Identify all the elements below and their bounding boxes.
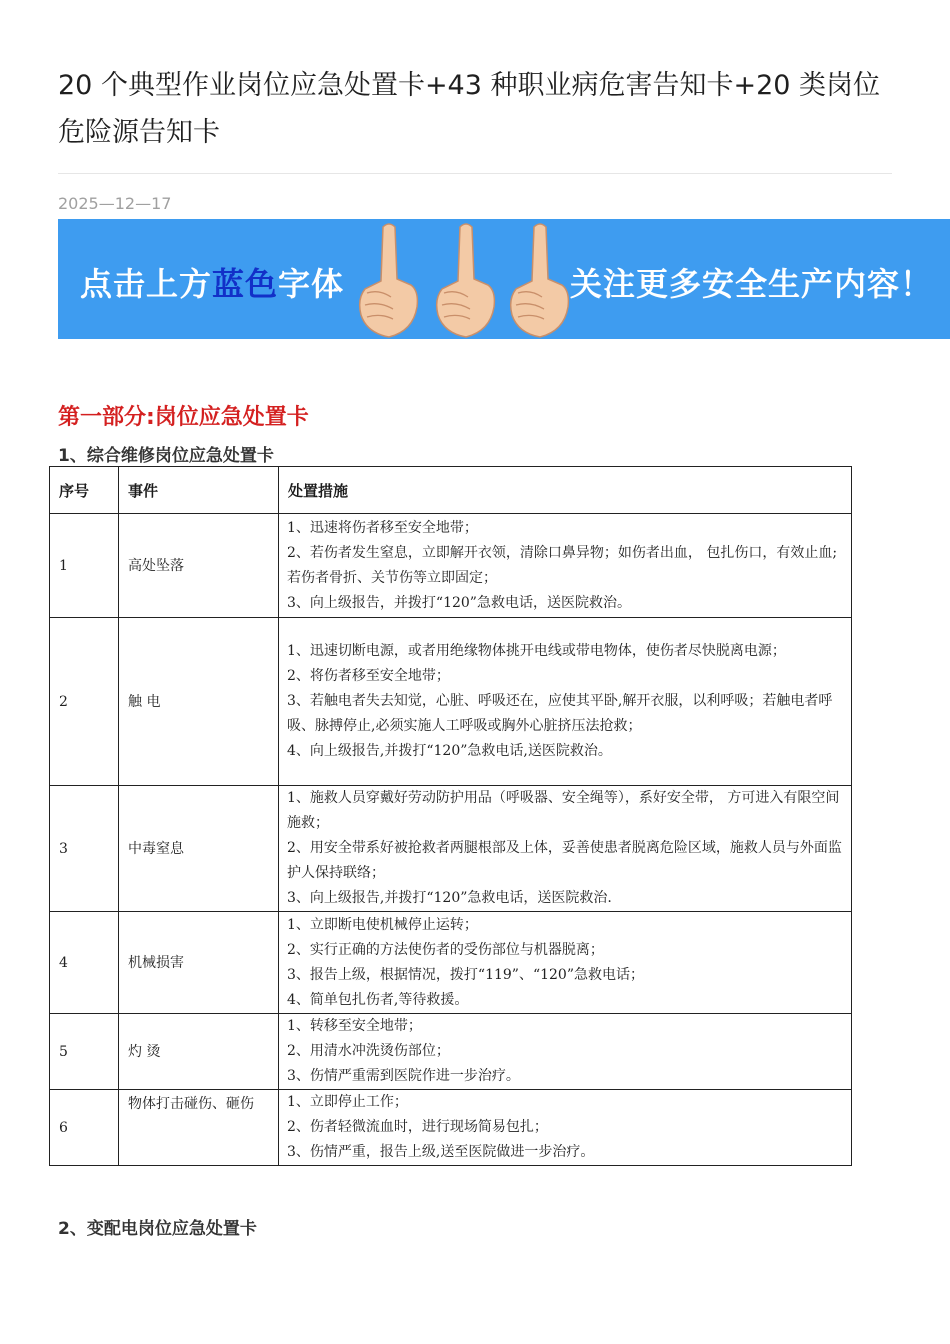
header-no: 序号 bbox=[50, 467, 119, 514]
table-row bbox=[50, 618, 852, 786]
row-event: 灼 烫 bbox=[119, 1014, 279, 1090]
measure-line: 3、报告上级，根据情况，拨打“119”、“120”急救电话； bbox=[287, 966, 644, 983]
measure-line: 1、立即停止工作； bbox=[287, 1094, 408, 1110]
row-no: 2 bbox=[50, 618, 119, 786]
measure-line: 2、实行正确的方法使伤者的受伤部位与机器脱离； bbox=[287, 941, 604, 958]
row-no: 4 bbox=[50, 912, 119, 1014]
banner-left-text: 点击上方蓝色字体 bbox=[80, 265, 345, 303]
measure-line: 4、向上级报告,并拨打“120”急救电话,送医院救治。 bbox=[287, 743, 612, 759]
measure-line: 3、若触电者失去知觉，心脏、呼吸还在，应使其平卧,解开衣服，以利呼吸；若触电者呼吸、脉搏停止,必须实施人工呼吸或胸外心脏挤压法抢救； bbox=[287, 693, 833, 734]
row-event: 触 电 bbox=[119, 618, 279, 786]
row-measures bbox=[279, 912, 852, 1014]
article-title: 20 个典型作业岗位应急处置卡+43 种职业病危害告知卡+20 类岗位危险源告知卡 bbox=[58, 70, 881, 148]
row-measures bbox=[279, 786, 852, 912]
row-event: 物体打击碰伤、砸伤 bbox=[119, 1090, 279, 1166]
measure-line: 3、伤情严重，报告上级,送至医院做进一步治疗。 bbox=[287, 1144, 595, 1160]
row-no: 3 bbox=[50, 786, 119, 912]
publish-date: 2025—12—17 bbox=[58, 194, 172, 213]
measure-line: 1、立即断电使机械停止运转； bbox=[287, 916, 478, 933]
emergency-card-table bbox=[49, 466, 852, 1166]
measure-line: 1、迅速切断电源，或者用绝缘物体挑开电线或带电物体，使伤者尽快脱离电源； bbox=[287, 643, 786, 659]
banner-right-text: 关注更多安全生产内容！ bbox=[570, 265, 934, 303]
row-measures bbox=[279, 1014, 852, 1090]
table-row bbox=[50, 1090, 852, 1166]
measure-line: 2、用安全带系好被抢救者两腿根部及上体，妥善使患者脱离危险区域，施救人员与外面监护人保持联络； bbox=[287, 840, 842, 881]
row-measures bbox=[279, 618, 852, 786]
title-divider bbox=[58, 173, 892, 174]
row-event: 高处坠落 bbox=[119, 514, 279, 618]
row-event: 中毒窒息 bbox=[119, 786, 279, 912]
pointing-up-hand-icon bbox=[504, 219, 574, 339]
measure-line: 2、伤者轻微流血时，进行现场简易包扎； bbox=[287, 1119, 548, 1135]
table-row bbox=[50, 786, 852, 912]
row-no: 5 bbox=[50, 1014, 119, 1090]
table-row bbox=[50, 514, 852, 618]
table-row bbox=[50, 1014, 852, 1090]
measure-line: 1、施救人员穿戴好劳动防护用品（呼吸器、安全绳等），系好安全带， 方可进入有限空间施救； bbox=[287, 790, 840, 831]
measure-line: 2、将伤者移至安全地带； bbox=[287, 668, 450, 684]
pointing-up-hand-icon bbox=[430, 219, 500, 339]
measure-line: 1、转移至安全地带； bbox=[287, 1018, 422, 1034]
row-event: 机械损害 bbox=[119, 912, 279, 1014]
banner-blue-word: 蓝色 bbox=[212, 265, 279, 303]
header-measures: 处置措施 bbox=[279, 467, 852, 514]
table-header-row bbox=[50, 467, 852, 514]
header-event: 事件 bbox=[119, 467, 279, 514]
row-measures bbox=[279, 514, 852, 618]
card-title: 1、综合维修岗位应急处置卡 bbox=[58, 446, 274, 466]
section-heading: 第一部分:岗位应急处置卡 bbox=[58, 405, 309, 430]
measure-line: 4、简单包扎伤者,等待救援。 bbox=[287, 991, 469, 1008]
measure-line: 3、伤情严重需到医院作进一步治疗。 bbox=[287, 1068, 520, 1084]
measure-line: 3、向上级报告,并拨打“120”急救电话，送医院救治. bbox=[287, 890, 612, 906]
measure-line: 3、向上级报告，并拨打“120”急救电话，送医院救治。 bbox=[287, 594, 631, 611]
follow-banner[interactable] bbox=[58, 219, 950, 339]
row-no: 6 bbox=[50, 1090, 119, 1166]
measure-line: 1、迅速将伤者移至安全地带； bbox=[287, 519, 478, 536]
measure-line: 2、用清水冲洗烫伤部位； bbox=[287, 1043, 450, 1059]
card-title: 2、变配电岗位应急处置卡 bbox=[58, 1219, 257, 1239]
row-measures bbox=[279, 1090, 852, 1166]
table-row bbox=[50, 912, 852, 1014]
row-no: 1 bbox=[50, 514, 119, 618]
pointing-up-hand-icon bbox=[353, 219, 423, 339]
measure-line: 2、若伤者发生窒息，立即解开衣领，清除口鼻异物；如伤者出血， 包扎伤口，有效止血;若伤者骨折、关节伤等立即固定； bbox=[287, 544, 838, 586]
